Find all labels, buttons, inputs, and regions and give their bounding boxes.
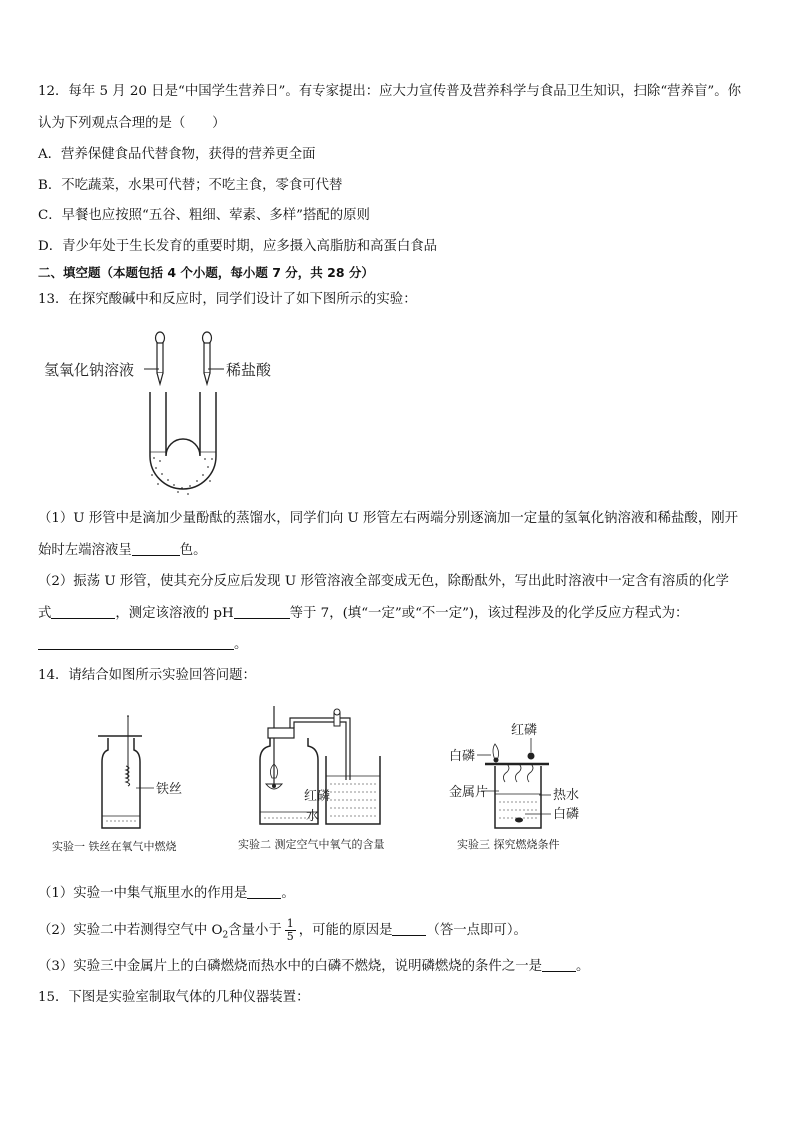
q14-stem: 14．请结合如图所示实验回答问题： bbox=[38, 668, 256, 683]
naoh-label: 氢氧化钠溶液 bbox=[44, 361, 135, 379]
answer-blank[interactable] bbox=[392, 921, 426, 936]
q14-p2: （2）实验二中若测得空气中 $O_2$含量小于 $\frac{1}{5}$ ，可能的原因是 （答一点即可）。 bbox=[38, 917, 527, 943]
left-dropper bbox=[156, 332, 165, 384]
gas-bottle bbox=[102, 738, 140, 828]
experiment-1-figure bbox=[40, 708, 210, 858]
q13-stem: 13．在探究酸碱中和反应时，同学们设计了如下图所示的实验： bbox=[38, 292, 417, 307]
right-dropper bbox=[203, 332, 212, 384]
q13-p1-line1: （1）U 形管中是滴加少量酚酞的蒸馏水，同学们向 U 形管左右两端分别逐滴加一定量的氢氧化钠溶液和稀盐酸，刚开 bbox=[38, 511, 738, 526]
fraction-one-fifth: $\frac{1}{5}$ bbox=[286, 917, 294, 943]
q13-p2-line3: 。 bbox=[38, 635, 758, 654]
q14-p1: （1）实验一中集气瓶里水的作用是 。 bbox=[38, 886, 295, 901]
u-tube-figure bbox=[40, 328, 290, 508]
q12-option-c: C．早餐也应按照“五谷、粗细、荤素、多样”搭配的原则 bbox=[38, 208, 370, 223]
q13-p2-line2: 式 ，测定该溶液的 pH 等于 7，(填“一定”或“不一定”)，该过程涉及的化学反应方程式为： bbox=[38, 606, 689, 621]
exp3-caption: 实验三 探究燃烧条件 bbox=[457, 838, 560, 851]
hcl-label: 稀盐酸 bbox=[226, 361, 272, 379]
red-phosphorus-label: 红磷 bbox=[304, 789, 331, 804]
q14-p3: （3）实验三中金属片上的白磷燃烧而热水中的白磷不燃烧，说明磷燃烧的条件之一是 。 bbox=[38, 959, 590, 974]
answer-blank[interactable] bbox=[51, 604, 115, 619]
hot-water-label: 热水 bbox=[553, 788, 580, 803]
q12-option-a: A．营养保健食品代替食物，获得的营养更全面 bbox=[38, 147, 316, 162]
red-phosphorus-label: 红磷 bbox=[511, 723, 538, 738]
answer-blank[interactable] bbox=[542, 957, 576, 972]
exp1-caption: 实验一 铁丝在氧气中燃烧 bbox=[52, 840, 177, 853]
answer-blank[interactable] bbox=[234, 604, 290, 619]
q12-stem-line1: 12．每年 5 月 20 日是“中国学生营养日”。有专家提出：应大力宣传普及营养科学与食品卫生知识，扫除“营养盲”。你 bbox=[38, 84, 741, 99]
white-phosphorus-top-label: 白磷 bbox=[449, 749, 476, 764]
section-title: 二、填空题（本题包括 4 个小题，每小题 7 分，共 28 分） bbox=[38, 265, 374, 280]
white-phosphorus-bottom-label: 白磷 bbox=[553, 807, 580, 822]
q13-p1-line2: 始时左端溶液呈 色。 bbox=[38, 543, 207, 558]
beaker bbox=[326, 756, 380, 824]
q12-option-b: B．不吃蔬菜，水果可代替；不吃主食，零食可代替 bbox=[38, 178, 343, 193]
iron-label: 铁丝 bbox=[156, 782, 183, 797]
q15-stem: 15．下图是实验室制取气体的几种仪器装置： bbox=[38, 990, 310, 1005]
exp2-caption: 实验二 测定空气中氧气的含量 bbox=[238, 838, 385, 851]
experiment-3-figure bbox=[445, 718, 605, 858]
answer-blank[interactable] bbox=[247, 884, 281, 899]
q12-stem-line2: 认为下列观点合理的是（ ） bbox=[38, 116, 226, 131]
metal-sheet-label: 金属片 bbox=[449, 785, 489, 800]
q13-p2-line1: （2）振荡 U 形管，使其充分反应后发现 U 形管溶液全部变成无色，除酚酞外，写出此时溶液中一定含有溶质的化学 bbox=[38, 574, 729, 589]
experiment-2-figure bbox=[230, 700, 410, 858]
water-label: 水 bbox=[306, 809, 320, 824]
solution bbox=[150, 452, 216, 489]
answer-blank[interactable] bbox=[38, 635, 234, 650]
q12-option-d: D．青少年处于生长发育的重要时期，应多摄入高脂肪和高蛋白食品 bbox=[38, 239, 438, 254]
answer-blank[interactable] bbox=[132, 541, 180, 556]
u-tube-inner bbox=[166, 392, 200, 456]
